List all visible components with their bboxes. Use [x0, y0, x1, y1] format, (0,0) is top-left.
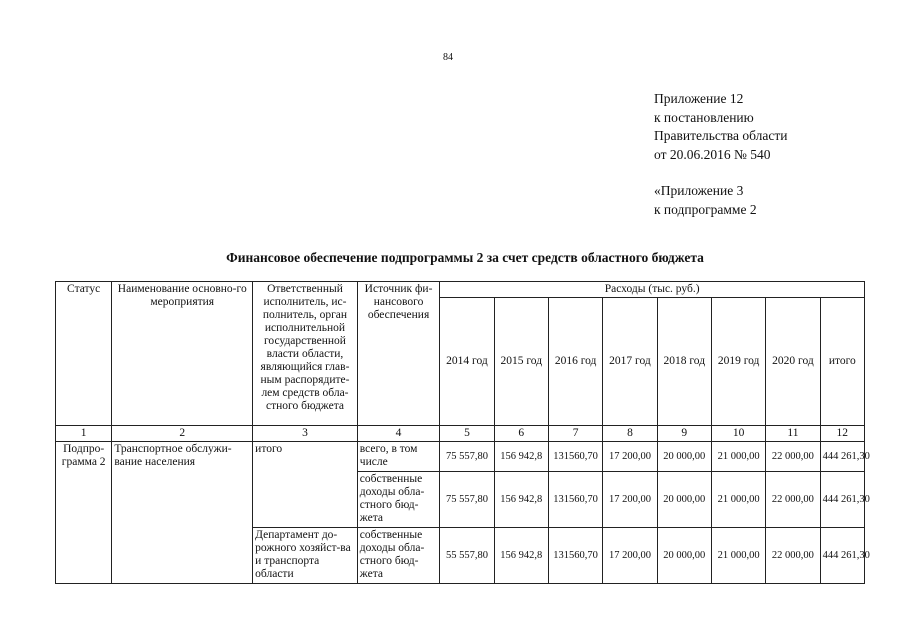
value-cell: 156 942,8 [494, 442, 548, 472]
value-cell: 131560,70 [548, 442, 602, 472]
value-cell: 22 000,00 [766, 472, 820, 528]
value-cell: 75 557,80 [440, 442, 494, 472]
value-cell: 444 261,30 [820, 528, 864, 584]
appendix-line: от 20.06.2016 № 540 [654, 146, 771, 162]
value-cell: 444 261,30 [820, 442, 864, 472]
header-year: 2014 год [440, 298, 494, 426]
column-number: 5 [440, 426, 494, 442]
value-cell: 21 000,00 [711, 472, 765, 528]
header-total: итого [820, 298, 864, 426]
value-cell: 21 000,00 [711, 528, 765, 584]
column-number: 4 [357, 426, 440, 442]
activity-cell: Транспортное обслужи-вание населения [112, 442, 253, 584]
header-year: 2019 год [711, 298, 765, 426]
value-cell: 156 942,8 [494, 472, 548, 528]
column-number: 11 [766, 426, 820, 442]
header-status: Статус [56, 282, 112, 426]
column-number: 6 [494, 426, 548, 442]
header-responsible: Ответственный исполнитель, ис-полнитель, орган исполнительной государственной власти области, являющийся глав-ным распорядите-лем средств обла-стного бюджета [253, 282, 358, 426]
appendix-line: к подпрограмме 2 [654, 201, 757, 217]
value-cell: 17 200,00 [603, 472, 657, 528]
header-expenses: Расходы (тыс. руб.) [440, 282, 865, 298]
value-cell: 156 942,8 [494, 528, 548, 584]
header-name: Наименование основно-го мероприятия [112, 282, 253, 426]
source-cell: собственные доходы обла-стного бюд-жета [357, 528, 440, 584]
column-number: 1 [56, 426, 112, 442]
value-cell: 20 000,00 [657, 442, 711, 472]
column-number: 8 [603, 426, 657, 442]
document-title: Финансовое обеспечение подпрограммы 2 за счет средств областного бюджета [226, 250, 704, 265]
column-number: 12 [820, 426, 864, 442]
value-cell: 17 200,00 [603, 442, 657, 472]
source-cell: собственные доходы обла-стного бюд-жета [357, 472, 440, 528]
header-year: 2015 год [494, 298, 548, 426]
value-cell: 444 261,30 [820, 472, 864, 528]
appendix-line: Правительства области [654, 128, 788, 143]
appendix-line: к постановлению [654, 109, 754, 125]
column-number: 2 [112, 426, 253, 442]
value-cell: 22 000,00 [766, 442, 820, 472]
appendix-block [654, 90, 787, 219]
column-number: 9 [657, 426, 711, 442]
header-year: 2018 год [657, 298, 711, 426]
appendix-line: Приложение 12 [654, 91, 744, 106]
value-cell: 131560,70 [548, 528, 602, 584]
appendix-line: «Приложение 3 [654, 183, 744, 198]
source-cell: всего, в том числе [357, 442, 440, 472]
column-number: 3 [253, 426, 358, 442]
responsible-cell: итого [253, 442, 358, 528]
value-cell: 22 000,00 [766, 528, 820, 584]
value-cell: 75 557,80 [440, 472, 494, 528]
header-year: 2016 год [548, 298, 602, 426]
value-cell: 20 000,00 [657, 472, 711, 528]
value-cell: 17 200,00 [603, 528, 657, 584]
finance-table [55, 281, 870, 584]
responsible-cell: Департамент до-рожного хозяйст-ва и транспорта области [253, 528, 358, 584]
value-cell: 21 000,00 [711, 442, 765, 472]
value-cell: 131560,70 [548, 472, 602, 528]
value-cell: 55 557,80 [440, 528, 494, 584]
header-year: 2020 год [766, 298, 820, 426]
status-cell: Подпро-грамма 2 [56, 442, 112, 584]
value-cell: 20 000,00 [657, 528, 711, 584]
column-number: 7 [548, 426, 602, 442]
table-row [56, 442, 865, 472]
column-number: 10 [711, 426, 765, 442]
header-year: 2017 год [603, 298, 657, 426]
page-number: 84 [443, 52, 453, 63]
header-source: Источник фи-нансового обеспечения [357, 282, 440, 426]
